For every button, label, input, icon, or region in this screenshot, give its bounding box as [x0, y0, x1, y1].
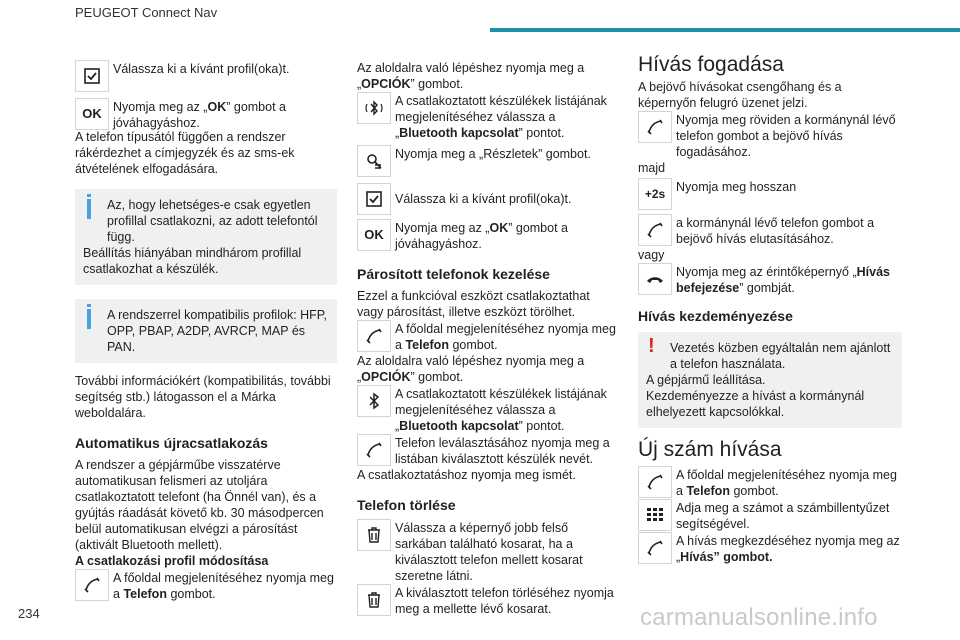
phone-icon: [638, 111, 672, 143]
step-keypad: Adja meg a számot a számbillentyűzet segítségével.: [638, 499, 902, 532]
phone-icon: [638, 214, 672, 246]
column-2: [357, 60, 619, 617]
subheading: A csatlakozási profil módosítása: [75, 554, 269, 568]
long-press-icon: +2s: [638, 178, 672, 210]
step-phone-home: A főoldal megjelenítéséhez nyomja meg a Telefon gombot.: [75, 569, 337, 602]
paragraph: A csatlakoztatáshoz nyomja meg ismét.: [357, 468, 576, 482]
paragraph: További információkért (kompatibilitás, további segítség stb.) látogasson el a Márka weboldalára.: [75, 374, 331, 420]
info-note-profiles: Az, hogy lehetséges-e csak egyetlen profillal csatlakozni, az adott telefontól függ. Beállítás hiányában mindhárom profillal csatlakozhat a készülék.: [75, 189, 337, 285]
section-heading-new-number: Új szám hívása: [638, 438, 782, 461]
connector-text: vagy: [638, 248, 665, 262]
info-note-compatible: A rendszerrel kompatibilis profilok: HFP, OPP, PBAP, A2DP, AVRCP, MAP és PAN.: [75, 299, 337, 363]
checkbox-icon: [357, 183, 391, 215]
warning-note: ! Vezetés közben egyáltalán nem ajánlott a telefon használata. A gépjármű leállítása. Kezdeményezze a hívást a kormánynál elhelyezett kapcsolókkal.: [638, 332, 902, 428]
details-icon: [357, 145, 391, 177]
paragraph: A rendszer a gépjárműbe visszatérve automatikusan felismeri az utoljára csatlakoztatott telefont (ha Önnél van), és a gyújtás ráadását követő kb. 30 másodpercen belül automatikusan elvégzi a párosítást (aktivált Bluetooth mellett).: [75, 458, 324, 552]
info-icon: [87, 199, 91, 219]
page-number: 234: [18, 606, 40, 621]
running-header: PEUGEOT Connect Nav: [75, 5, 218, 20]
paragraph: A telefon típusától függően a rendszer rákérdezhet a címjegyzék és az sms-ek átvételének elfogadására.: [75, 130, 295, 176]
section-heading-make-call: Hívás kezdeményezése: [638, 308, 793, 324]
step-ok: OK Nyomja meg az „OK” gombot a jóváhagyáshoz.: [75, 98, 337, 131]
step-disconnect: Telefon leválasztásához nyomja meg a listában kiválasztott készülék nevét.: [357, 434, 619, 467]
step-trash-select: Válassza a képernyő jobb felső sarkában található kosarat, ha a kiválasztott telefon mellett kosarat szeretne látni.: [357, 519, 619, 584]
step-select-profile: [75, 60, 337, 92]
step-start-call: A hívás megkezdéséhez nyomja meg az „Hívás” gombot.: [638, 532, 902, 565]
step-ok: OK Nyomja meg az „OK” gombot a jóváhagyáshoz.: [357, 219, 619, 252]
phone-icon: [357, 320, 391, 352]
checkbox-icon: [75, 60, 109, 92]
info-icon: [87, 309, 91, 329]
column-3: [638, 53, 902, 565]
paragraph: A bejövő hívásokat csengőhang és a képernyőn felugró üzenet jelzi.: [638, 80, 842, 110]
info-icon-dot: [87, 194, 91, 197]
bluetooth-signal-icon: [357, 92, 391, 124]
ok-icon: OK: [357, 219, 391, 251]
step-reject: a kormánynál lévő telefon gombot a bejövő hívás elutasításához.: [638, 214, 902, 247]
step-bluetooth: A csatlakoztatott készülékek listájának megjelenítéséhez válassza a „Bluetooth kapcsolat” pontot.: [357, 385, 619, 434]
phone-icon: [638, 466, 672, 498]
step-details: Nyomja meg a „Részletek” gombot.: [357, 145, 619, 177]
watermark: carmanualsonline.info: [640, 604, 878, 631]
step-text: Válassza ki a kívánt profil(oka)t.: [113, 62, 290, 76]
step-phone-home: A főoldal megjelenítéséhez nyomja meg a Telefon gombot.: [357, 320, 619, 353]
header-accent-bar: [490, 28, 960, 32]
info-icon-dot: [87, 304, 91, 307]
section-heading-receive-call: Hívás fogadása: [638, 53, 784, 76]
warning-icon: !: [648, 335, 655, 357]
phone-icon: [357, 434, 391, 466]
step-end-call: Nyomja meg az érintőképernyő „Hívás befejezése” gombját.: [638, 263, 902, 296]
section-heading-paired-phones: Párosított telefonok kezelése: [357, 266, 550, 282]
step-trash-delete: A kiválasztott telefon törléséhez nyomja meg a mellette lévő kosarat.: [357, 584, 619, 617]
trash-icon: [357, 519, 391, 551]
ok-icon: OK: [75, 98, 109, 130]
phone-icon: [75, 569, 109, 601]
step-select-profile: Válassza ki a kívánt profil(oka)t.: [357, 183, 619, 215]
paragraph: Ezzel a funkcióval eszközt csatlakoztathat vagy párosítást, illetve eszközt törölhet.: [357, 289, 590, 319]
hang-up-icon: [638, 263, 672, 295]
step-phone-home: A főoldal megjelenítéséhez nyomja meg a Telefon gombot.: [638, 466, 902, 499]
trash-icon: [357, 584, 391, 616]
paragraph: Az aloldalra való lépéshez nyomja meg a „OPCIÓK” gombot.: [357, 61, 585, 91]
column-1: [75, 60, 337, 602]
bluetooth-icon: [357, 385, 391, 417]
phone-icon: [638, 532, 672, 564]
paragraph: Az aloldalra való lépéshez nyomja meg a „OPCIÓK” gombot.: [357, 354, 585, 384]
step-long-press: +2s Nyomja meg hosszan: [638, 178, 902, 210]
step-bluetooth: A csatlakoztatott készülékek listájának megjelenítéséhez válassza a „Bluetooth kapcsolat” pontot.: [357, 92, 619, 141]
connector-text: majd: [638, 161, 666, 175]
section-heading-delete-phone: Telefon törlése: [357, 497, 456, 513]
keypad-icon: [638, 499, 672, 531]
step-answer: Nyomja meg röviden a kormánynál lévő telefon gombot a bejövő hívás fogadásához.: [638, 111, 902, 160]
section-heading-auto-reconnect: Automatikus újracsatlakozás: [75, 435, 268, 451]
